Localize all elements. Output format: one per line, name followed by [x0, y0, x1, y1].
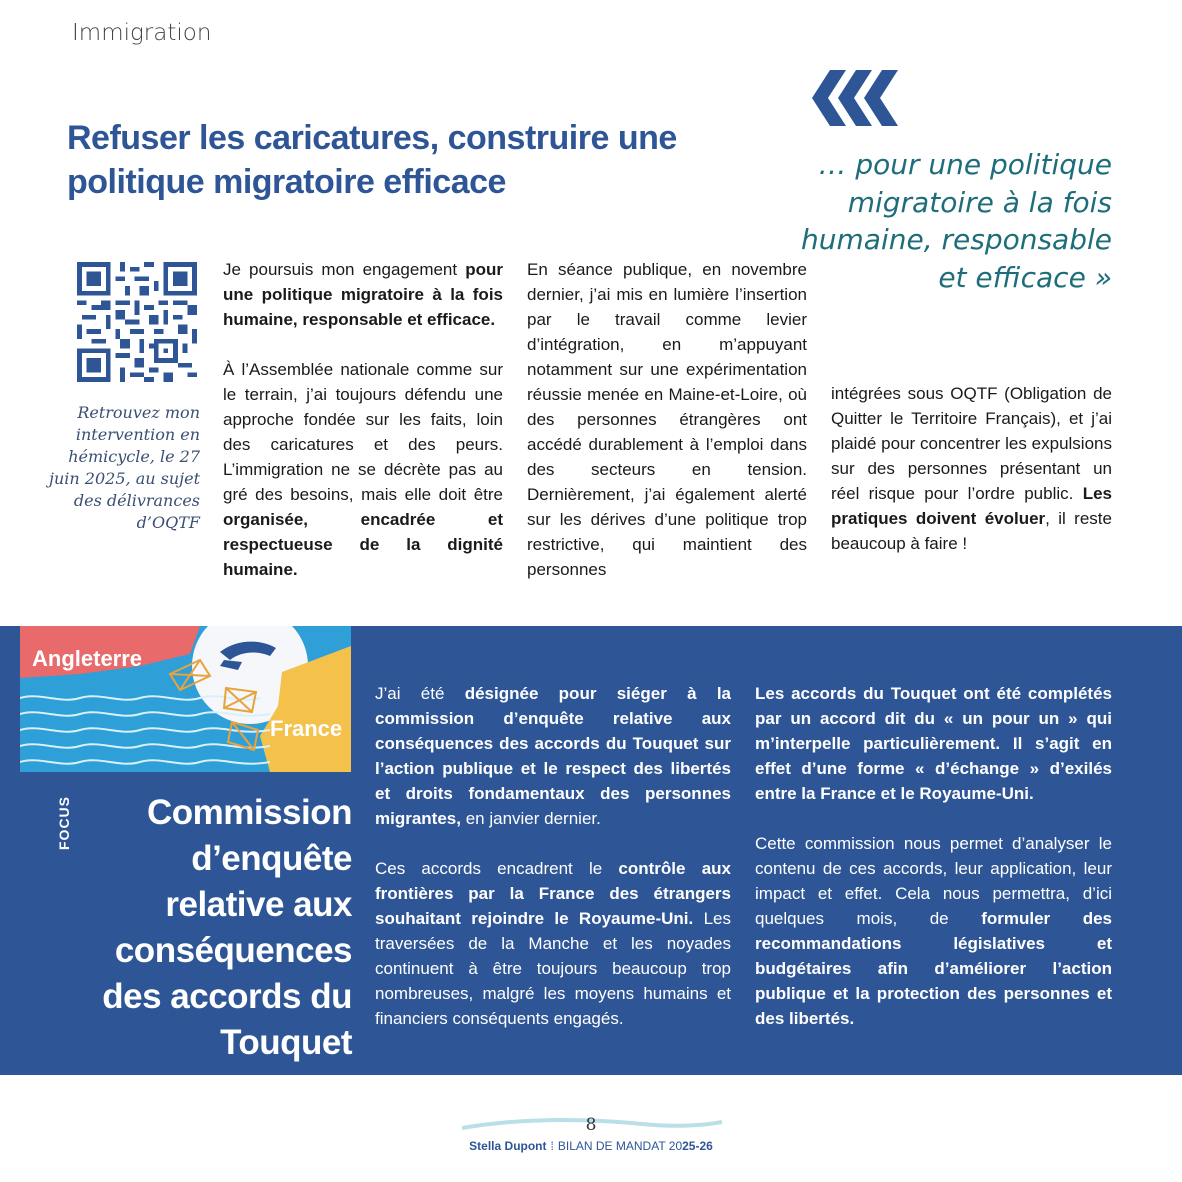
paragraph [831, 381, 1112, 556]
page-number: 8 [585, 1115, 597, 1135]
paragraph [375, 681, 731, 831]
text-run-bold: formuler des recommandations législatives et budgétaires afin d’améliorer l’action publique et la protection des personnes et des libertés. [755, 909, 1112, 1028]
footer-year: 25-26 [682, 1139, 713, 1153]
footer-line [0, 1139, 1182, 1153]
focus-column-2 [755, 681, 1112, 1031]
focus-label: FOCUS [56, 796, 72, 850]
text-column-2 [527, 257, 807, 582]
section-label: Immigration [72, 20, 212, 46]
page-title: Refuser les caricatures, construire une politique migratoire efficace [67, 119, 677, 201]
text-run: Les traversées de la Manche et les noyades continuent à être toujours beaucoup trop nombreuses, malgré les moyens humains et financiers conséquents engagés. [375, 909, 731, 1028]
paragraph [375, 856, 731, 1031]
text-run: en janvier dernier. [460, 809, 601, 828]
author-name: Stella Dupont [469, 1139, 547, 1153]
focus-title: Commission d’enquête relative aux conséquences des accords du Touquet [102, 793, 352, 1062]
illustration-label-right: France [270, 716, 343, 741]
text-run: À l’Assemblée nationale comme sur le terrain, j’ai toujours défendu une approche fondée sur les faits, loin des caricatures et des peurs. L’immigration ne se décrète pas au gré des besoins, mais elle doit être [223, 360, 503, 504]
paragraph [755, 831, 1112, 1031]
qr-caption: Retrouvez mon intervention en hémicycle, le 27 juin 2025, au sujet des délivrances d’OQTF [49, 403, 200, 532]
footer-separator: ⁞ [550, 1139, 554, 1153]
text-run: , il reste beaucoup à faire ! [831, 509, 1112, 553]
paragraph [223, 257, 503, 332]
footer-label: BILAN DE MANDAT 20 [557, 1139, 683, 1153]
text-run-bold: désignée pour siéger à la commission d’enquête relative aux conséquences des accords du Touquet sur l’action publique et le respect des libertés et droits fondamentaux des personnes migrantes, [375, 684, 731, 828]
text-run-bold: organisée, encadrée et respectueuse de la dignité humaine. [223, 510, 503, 579]
quote-mark-icon [812, 70, 898, 126]
focus-column-1 [375, 681, 731, 1031]
text-column-1 [223, 257, 503, 582]
text-run-bold: Les pratiques doivent évoluer [831, 484, 1112, 528]
text-run-bold: contrôle aux frontières par la France des étrangers souhaitant rejoindre le Royaume-Uni. [375, 859, 731, 928]
text-run: intégrées sous OQTF (Obligation de Quitter le Territoire Français), et j’ai plaidé pour concentrer les expulsions sur des personnes présentant un réel risque pour l’ordre public. [831, 384, 1112, 503]
text-run: Cette commission nous permet d’analyser le contenu de ces accords, leur application, leur impact et effet. Cela nous permettra, d’ici quelques mois, de [755, 834, 1112, 928]
text-run: Je poursuis mon engagement [223, 260, 466, 279]
text-column-3 [831, 381, 1112, 556]
text-run-bold: Les accords du Touquet ont été complétés par un accord dit du « un pour un » qui m’interpelle particulièrement. Il s’agit en effet d’une forme « d’échange » d’exilés entre la France et le Royaume-Uni. [755, 684, 1112, 803]
channel-illustration [20, 626, 351, 772]
text-run-bold: pour une politique migratoire à la fois humaine, responsable et efficace. [223, 260, 503, 329]
paragraph [755, 681, 1112, 806]
pull-quote: … pour une politique migratoire à la fois humaine, responsable et efficace » [801, 148, 1112, 294]
illustration-label-left: Angleterre [32, 646, 143, 671]
text-run: J’ai été [375, 684, 465, 703]
paragraph: En séance publique, en novembre dernier, j’ai mis en lumière l’insertion par le travail comme levier d’intégration, en m’appuyant notamment sur une expérimentation réussie menée en Maine-et-Loire, où des personnes étrangères ont accédé durablement à l’emploi dans des secteurs en tension. Dernièrement, j’ai également alerté sur les dérives d’une politique trop restrictive, qui maintient des personnes [527, 260, 807, 579]
qr-code[interactable] [77, 262, 197, 382]
text-run: Ces accords encadrent le [375, 859, 619, 878]
paragraph [223, 357, 503, 582]
